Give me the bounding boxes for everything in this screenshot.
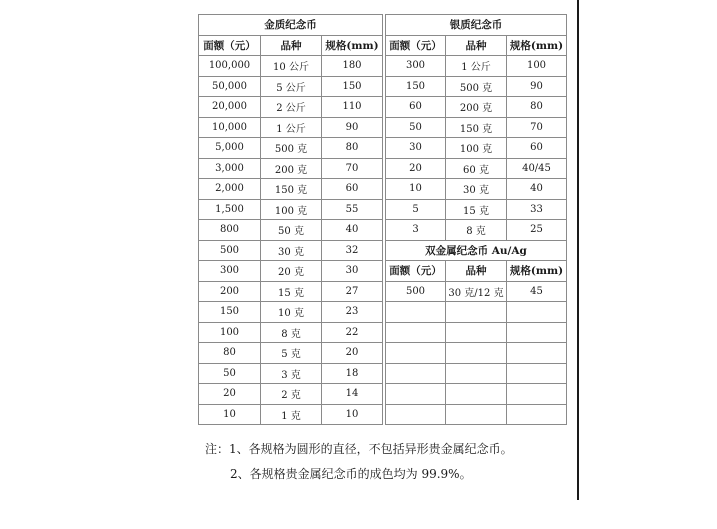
bimetal-empty-cell — [507, 384, 567, 405]
gold-table-row — [199, 343, 383, 364]
gold-table-row — [199, 240, 383, 261]
gold-cell-variety: 50 克 — [261, 220, 322, 241]
gold-table-row — [199, 76, 383, 97]
silver-cell-variety: 100 克 — [446, 138, 507, 159]
gold-cell-variety: 8 克 — [261, 322, 322, 343]
silver-cell-spec: 60 — [507, 138, 567, 159]
silver-table-row — [386, 158, 567, 179]
silver-cell-variety: 200 克 — [446, 97, 507, 118]
silver-cell-variety: 60 克 — [446, 158, 507, 179]
page-edge-rule — [577, 0, 579, 500]
gold-cell-spec: 22 — [322, 322, 383, 343]
silver-cell-variety: 8 克 — [446, 220, 507, 241]
gold-cell-denomination: 100 — [199, 322, 261, 343]
gold-cell-denomination: 5,000 — [199, 138, 261, 159]
silver-cell-denomination: 5 — [386, 199, 446, 220]
gold-cell-variety: 3 克 — [261, 363, 322, 384]
gold-table-row — [199, 384, 383, 405]
gold-cell-spec: 18 — [322, 363, 383, 384]
silver-header-variety: 品种 — [446, 35, 507, 56]
gold-cell-denomination: 300 — [199, 261, 261, 282]
silver-cell-spec: 90 — [507, 76, 567, 97]
gold-table-row — [199, 56, 383, 77]
bimetal-table-row — [386, 384, 567, 405]
bimetal-empty-cell — [386, 343, 446, 364]
silver-cell-spec: 80 — [507, 97, 567, 118]
gold-cell-variety: 100 克 — [261, 199, 322, 220]
silver-table-row — [386, 117, 567, 138]
gold-cell-spec: 27 — [322, 281, 383, 302]
gold-cell-denomination: 80 — [199, 343, 261, 364]
gold-cell-denomination: 200 — [199, 281, 261, 302]
bimetal-empty-cell — [386, 363, 446, 384]
gold-cell-spec: 150 — [322, 76, 383, 97]
silver-cell-denomination: 20 — [386, 158, 446, 179]
gold-header-denomination: 面额（元） — [199, 35, 261, 56]
gold-cell-spec: 23 — [322, 302, 383, 323]
silver-cell-variety: 1 公斤 — [446, 56, 507, 77]
gold-cell-denomination: 10,000 — [199, 117, 261, 138]
bimetal-header-denomination: 面额（元） — [386, 261, 446, 282]
bimetal-table-title: 双金属纪念币 Au/Ag — [386, 240, 567, 261]
gold-cell-spec: 60 — [322, 179, 383, 200]
silver-cell-variety: 15 克 — [446, 199, 507, 220]
gold-cell-denomination: 20,000 — [199, 97, 261, 118]
bimetal-header-spec: 规格(mm) — [507, 261, 567, 282]
silver-cell-denomination: 150 — [386, 76, 446, 97]
gold-table-row — [199, 404, 383, 425]
silver-cell-variety: 150 克 — [446, 117, 507, 138]
gold-cell-spec: 80 — [322, 138, 383, 159]
gold-table-title: 金质纪念币 — [199, 15, 383, 36]
silver-cell-spec: 100 — [507, 56, 567, 77]
gold-table-row — [199, 220, 383, 241]
gold-table-row — [199, 261, 383, 282]
gold-cell-variety: 20 克 — [261, 261, 322, 282]
bimetal-table-row — [386, 404, 567, 425]
bimetal-table-row — [386, 322, 567, 343]
gold-table-row — [199, 138, 383, 159]
gold-cell-spec: 90 — [322, 117, 383, 138]
silver-header-denomination: 面额（元） — [386, 35, 446, 56]
silver-cell-denomination: 50 — [386, 117, 446, 138]
bimetal-empty-cell — [446, 384, 507, 405]
bimetal-table-row — [386, 302, 567, 323]
bimetal-empty-cell — [507, 363, 567, 384]
bimetal-empty-cell — [386, 384, 446, 405]
gold-cell-denomination: 100,000 — [199, 56, 261, 77]
silver-cell-variety: 30 克 — [446, 179, 507, 200]
bimetal-cell-denomination: 500 — [386, 281, 446, 302]
silver-header-spec: 规格(mm) — [507, 35, 567, 56]
silver-cell-spec: 40 — [507, 179, 567, 200]
bimetal-empty-cell — [446, 302, 507, 323]
gold-cell-spec: 180 — [322, 56, 383, 77]
gold-table-row — [199, 199, 383, 220]
gold-cell-denomination: 20 — [199, 384, 261, 405]
gold-cell-spec: 14 — [322, 384, 383, 405]
gold-cell-variety: 30 克 — [261, 240, 322, 261]
silver-cell-denomination: 300 — [386, 56, 446, 77]
bimetal-empty-cell — [446, 343, 507, 364]
silver-cell-spec: 25 — [507, 220, 567, 241]
silver-cell-variety: 500 克 — [446, 76, 507, 97]
bimetal-empty-cell — [507, 343, 567, 364]
gold-header-spec: 规格(mm) — [322, 35, 383, 56]
silver-cell-spec: 70 — [507, 117, 567, 138]
silver-cell-denomination: 30 — [386, 138, 446, 159]
silver-table-row — [386, 76, 567, 97]
silver-coin-table — [385, 14, 567, 425]
silver-table-row — [386, 97, 567, 118]
gold-cell-denomination: 150 — [199, 302, 261, 323]
silver-cell-spec: 33 — [507, 199, 567, 220]
gold-cell-denomination: 50 — [199, 363, 261, 384]
silver-cell-denomination: 10 — [386, 179, 446, 200]
note-1: 注：1、各规格为圆形的直径，不包括异形贵金属纪念币。 — [205, 442, 513, 456]
gold-table-row — [199, 322, 383, 343]
gold-cell-variety: 10 克 — [261, 302, 322, 323]
gold-table-row — [199, 97, 383, 118]
bimetal-table-row — [386, 363, 567, 384]
gold-cell-denomination: 500 — [199, 240, 261, 261]
gold-coin-table — [198, 14, 383, 425]
bimetal-table-row — [386, 281, 567, 302]
gold-cell-variety: 15 克 — [261, 281, 322, 302]
gold-table-row — [199, 179, 383, 200]
gold-cell-variety: 2 公斤 — [261, 97, 322, 118]
gold-cell-variety: 5 克 — [261, 343, 322, 364]
gold-cell-denomination: 800 — [199, 220, 261, 241]
silver-cell-spec: 40/45 — [507, 158, 567, 179]
silver-table-row — [386, 179, 567, 200]
gold-cell-denomination: 1,500 — [199, 199, 261, 220]
bimetal-empty-cell — [386, 322, 446, 343]
gold-cell-variety: 150 克 — [261, 179, 322, 200]
gold-cell-variety: 1 公斤 — [261, 117, 322, 138]
gold-table-row — [199, 363, 383, 384]
gold-table-row — [199, 117, 383, 138]
bimetal-header-variety: 品种 — [446, 261, 507, 282]
gold-cell-denomination: 10 — [199, 404, 261, 425]
gold-cell-variety: 200 克 — [261, 158, 322, 179]
bimetal-empty-cell — [507, 302, 567, 323]
silver-table-row — [386, 56, 567, 77]
gold-cell-spec: 70 — [322, 158, 383, 179]
gold-cell-denomination: 2,000 — [199, 179, 261, 200]
gold-cell-variety: 10 公斤 — [261, 56, 322, 77]
bimetal-empty-cell — [446, 363, 507, 384]
gold-cell-variety: 1 克 — [261, 404, 322, 425]
bimetal-empty-cell — [386, 302, 446, 323]
note-2: 2、各规格贵金属纪念币的成色均为 99.9%。 — [230, 467, 472, 481]
gold-table-row — [199, 281, 383, 302]
gold-cell-spec: 20 — [322, 343, 383, 364]
bimetal-empty-cell — [507, 322, 567, 343]
silver-table-title: 银质纪念币 — [386, 15, 567, 36]
silver-cell-denomination: 60 — [386, 97, 446, 118]
bimetal-empty-cell — [507, 404, 567, 425]
bimetal-table-row — [386, 343, 567, 364]
gold-cell-denomination: 3,000 — [199, 158, 261, 179]
silver-table-row — [386, 220, 567, 241]
bimetal-cell-spec: 45 — [507, 281, 567, 302]
bimetal-cell-variety: 30 克/12 克 — [446, 281, 507, 302]
gold-cell-variety: 2 克 — [261, 384, 322, 405]
gold-cell-denomination: 50,000 — [199, 76, 261, 97]
gold-cell-variety: 5 公斤 — [261, 76, 322, 97]
gold-table-row — [199, 158, 383, 179]
silver-cell-denomination: 3 — [386, 220, 446, 241]
silver-table-row — [386, 199, 567, 220]
gold-cell-spec: 40 — [322, 220, 383, 241]
gold-cell-spec: 10 — [322, 404, 383, 425]
gold-cell-variety: 500 克 — [261, 138, 322, 159]
gold-table-row — [199, 302, 383, 323]
gold-cell-spec: 30 — [322, 261, 383, 282]
gold-cell-spec: 32 — [322, 240, 383, 261]
gold-cell-spec: 110 — [322, 97, 383, 118]
gold-header-variety: 品种 — [261, 35, 322, 56]
bimetal-empty-cell — [446, 404, 507, 425]
bimetal-empty-cell — [446, 322, 507, 343]
silver-table-row — [386, 138, 567, 159]
notes — [205, 437, 513, 487]
gold-cell-spec: 55 — [322, 199, 383, 220]
bimetal-empty-cell — [386, 404, 446, 425]
